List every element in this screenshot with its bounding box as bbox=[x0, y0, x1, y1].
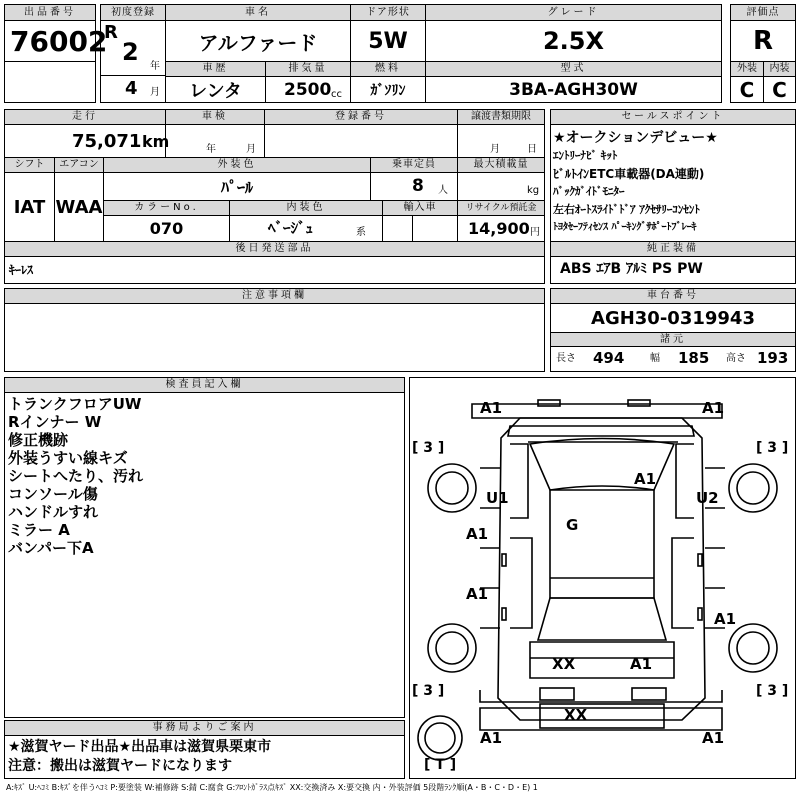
fuel-cell bbox=[350, 76, 426, 103]
mileage-label: 走行 bbox=[4, 109, 166, 125]
score-cell bbox=[730, 20, 796, 62]
inspection-month: 月 bbox=[246, 144, 256, 155]
exterior-score: C bbox=[739, 77, 755, 102]
chassis-cell bbox=[550, 303, 796, 333]
car-name-cell bbox=[165, 20, 351, 62]
door-cell bbox=[350, 20, 426, 62]
chassis-label: 車台番号 bbox=[550, 288, 796, 304]
displacement: 2500 bbox=[284, 80, 332, 100]
shift-cell bbox=[4, 172, 55, 242]
grade: 2.5X bbox=[542, 27, 605, 55]
mark-a1-left-door-1: A1 bbox=[466, 525, 489, 543]
interior-label: 内装 bbox=[763, 61, 796, 77]
mark-a1-rear: A1 bbox=[630, 655, 653, 673]
color-label: 外装色 bbox=[103, 157, 371, 173]
grade-label: グレード bbox=[425, 4, 722, 21]
history-cell bbox=[165, 76, 266, 103]
mark-a1-roof: A1 bbox=[634, 470, 657, 488]
interior-score: C bbox=[772, 77, 787, 102]
damage-diagram bbox=[409, 377, 796, 779]
car-name-label: 車名 bbox=[165, 4, 351, 21]
displacement-label: 排気量 bbox=[265, 61, 351, 77]
mark-a1-front-right: A1 bbox=[702, 399, 725, 417]
color-cell bbox=[103, 172, 371, 201]
mark-3-right-2: [ 3 ] bbox=[756, 683, 789, 699]
model-label: 型式 bbox=[425, 61, 722, 77]
lot-lower-cell bbox=[4, 61, 96, 103]
inspector-list bbox=[8, 395, 143, 557]
car-outline-icon bbox=[410, 378, 795, 778]
exterior-label: 外装 bbox=[730, 61, 764, 77]
transfer-label: 譲渡書類期限 bbox=[457, 109, 545, 125]
equipment-label: 純正装備 bbox=[550, 241, 796, 257]
yen-unit: 円 bbox=[530, 227, 540, 238]
capacity-label: 乗車定員 bbox=[370, 157, 458, 173]
office-line-2: 注意：搬出は滋賀ヤードになります bbox=[8, 758, 232, 774]
mark-u2: U2 bbox=[696, 489, 719, 507]
exterior-cell bbox=[730, 76, 764, 103]
mark-t: [ T ] bbox=[424, 757, 457, 773]
ac: WAA bbox=[55, 196, 103, 218]
inspector-line: 外装うすい線キズ bbox=[8, 449, 128, 467]
inspection-label: 車検 bbox=[165, 109, 265, 125]
interior-color-label: 内装色 bbox=[229, 200, 383, 216]
grade-cell bbox=[425, 20, 722, 62]
reg-year: 2 bbox=[122, 38, 139, 66]
office-label: 事務局よりご案内 bbox=[4, 720, 405, 736]
color-no-label: カラーNo. bbox=[103, 200, 230, 216]
car-name: アルファード bbox=[198, 30, 318, 55]
ac-cell bbox=[54, 172, 104, 242]
capacity-unit: 人 bbox=[438, 185, 448, 196]
reg-month-unit: 月 bbox=[150, 87, 160, 98]
fuel: ｶﾞｿﾘﾝ bbox=[370, 82, 406, 99]
color-no-cell bbox=[103, 215, 230, 242]
length-label: 長さ bbox=[556, 353, 576, 364]
inspector-line: Rインナー W bbox=[8, 413, 102, 431]
lot-number: 76002 bbox=[10, 25, 108, 58]
mark-u1: U1 bbox=[486, 489, 509, 507]
later-parts-cell bbox=[4, 256, 545, 284]
sales-point-item: ｴﾝﾄﾘｰﾅﾋﾞ ｷｯﾄ bbox=[553, 149, 618, 162]
mark-a1-bottom-left: A1 bbox=[480, 729, 503, 747]
recycle-label: リサイクル預託金 bbox=[457, 200, 545, 216]
history-label: 車歴 bbox=[165, 61, 266, 77]
notes-cell bbox=[4, 303, 545, 372]
width-label: 幅 bbox=[650, 353, 660, 364]
sales-point-item: ﾄﾖﾀｾｰﾌﾃｨｾﾝｽ ﾊﾟｰｷﾝｸﾞｻﾎﾟｰﾄﾌﾞﾚｰｷ bbox=[553, 222, 697, 233]
sales-point-item: ★オークションデビュー★ bbox=[553, 130, 718, 146]
height-label: 高さ bbox=[726, 353, 746, 364]
km-unit: km bbox=[142, 132, 170, 151]
inspection-year: 年 bbox=[206, 144, 216, 155]
mark-xx-rear: XX bbox=[552, 655, 576, 673]
equipment: ABS ｴｱB ｱﾙﾐ PS PW bbox=[560, 261, 703, 277]
transfer-month: 月 bbox=[490, 144, 500, 155]
ac-label: エアコン bbox=[54, 157, 104, 173]
sales-point-list bbox=[553, 129, 718, 237]
shift-label: シフト bbox=[4, 157, 55, 173]
inspector-line: シートへたり、汚れ bbox=[8, 467, 144, 485]
interior-color: ﾍﾞｰｼﾞｭ bbox=[268, 219, 314, 237]
mark-3-left-2: [ 3 ] bbox=[412, 683, 445, 699]
shift: IAT bbox=[13, 196, 46, 218]
inspector-line: トランクフロアUW bbox=[8, 395, 142, 413]
inspector-line: バンパー下A bbox=[8, 539, 94, 557]
transfer-day: 日 bbox=[527, 144, 537, 155]
color-no: 070 bbox=[149, 219, 184, 238]
later-parts-label: 後日発送部品 bbox=[4, 241, 545, 257]
width: 185 bbox=[678, 349, 710, 367]
interior-cell bbox=[763, 76, 796, 103]
kei-unit: 系 bbox=[356, 227, 366, 238]
chassis-number: AGH30-0319943 bbox=[591, 307, 755, 329]
inspector-line: ハンドルすれ bbox=[8, 503, 99, 521]
reg-year-unit: 年 bbox=[150, 61, 160, 72]
import-cell bbox=[382, 215, 458, 242]
score: R bbox=[752, 26, 774, 56]
score-label: 評価点 bbox=[730, 4, 796, 21]
inspector-line: コンソール傷 bbox=[8, 485, 98, 503]
sales-point-item: ﾊﾞｯｸｶﾞｲﾄﾞﾓﾆﾀｰ bbox=[553, 185, 625, 198]
import-divider bbox=[412, 215, 413, 242]
mark-a1-front-left: A1 bbox=[480, 399, 503, 417]
legend: A:ｷｽﾞ U:ﾍｺﾐ B:ｷｽﾞを伴うﾍｺﾐ P:要塗装 W:補修跡 S:錆 C:腐食 G:ﾌﾛﾝﾄｶﾞﾗｽ点ｷｽﾞ XX:交換済み X:要交換 内・外装評価 5段階ﾗﾝｸ順(A・B・C・D・E) 1 bbox=[6, 783, 538, 792]
import-label: 輸入車 bbox=[382, 200, 458, 216]
sales-point-label: セールスポイント bbox=[550, 109, 796, 125]
mark-3-right-1: [ 3 ] bbox=[756, 440, 789, 456]
model: 3BA-AGH30W bbox=[509, 79, 638, 100]
office-line-1: ★滋賀ヤード出品★出品車は滋賀県栗東市 bbox=[8, 739, 272, 755]
recycle: 14,900 bbox=[468, 219, 530, 238]
reg-month: 4 bbox=[125, 78, 138, 99]
mark-a1-bottom-right: A1 bbox=[702, 729, 725, 747]
sales-point-item: 左右ｵｰﾄｽﾗｲﾄﾞﾄﾞｱ ｱｸｾｻﾘｰｺﾝｾﾝﾄ bbox=[553, 203, 700, 216]
dims-label: 諸元 bbox=[550, 332, 796, 347]
load-unit: kg bbox=[527, 185, 540, 196]
lot-label: 出品番号 bbox=[4, 4, 96, 21]
length: 494 bbox=[593, 349, 625, 367]
mark-g: G bbox=[566, 516, 579, 534]
mark-a1-left-door-2: A1 bbox=[466, 585, 489, 603]
mark-3-left-1: [ 3 ] bbox=[412, 440, 445, 456]
reg-number-cell bbox=[264, 124, 458, 158]
inspector-label: 検査員記入欄 bbox=[4, 377, 405, 393]
model-cell bbox=[425, 76, 722, 103]
cc-unit: cc bbox=[331, 89, 342, 100]
door-type: 5W bbox=[368, 28, 408, 54]
load-label: 最大積載量 bbox=[457, 157, 545, 173]
mark-xx-bumper: XX bbox=[564, 706, 588, 724]
mileage: 75,071 bbox=[72, 131, 142, 152]
color: ﾊﾟｰﾙ bbox=[220, 178, 253, 197]
reg-number-label: 登録番号 bbox=[264, 109, 458, 125]
history: レンタ bbox=[189, 80, 242, 102]
fuel-label: 燃料 bbox=[350, 61, 426, 77]
height: 193 bbox=[757, 349, 789, 367]
door-label: ドア形状 bbox=[350, 4, 426, 21]
inspector-line: ミラー A bbox=[8, 521, 70, 539]
notes-label: 注意事項欄 bbox=[4, 288, 545, 304]
inspector-line: 修正機跡 bbox=[8, 431, 69, 449]
era: R bbox=[104, 22, 118, 43]
later-parts: ｷｰﾚｽ bbox=[9, 263, 34, 277]
sales-point-item: ﾋﾞﾙﾄｲﾝETC車載器(DA連動) bbox=[553, 167, 705, 181]
capacity: 8 bbox=[412, 176, 424, 196]
mark-a1-right-door: A1 bbox=[714, 610, 737, 628]
first-reg-label: 初度登録 bbox=[100, 4, 166, 21]
